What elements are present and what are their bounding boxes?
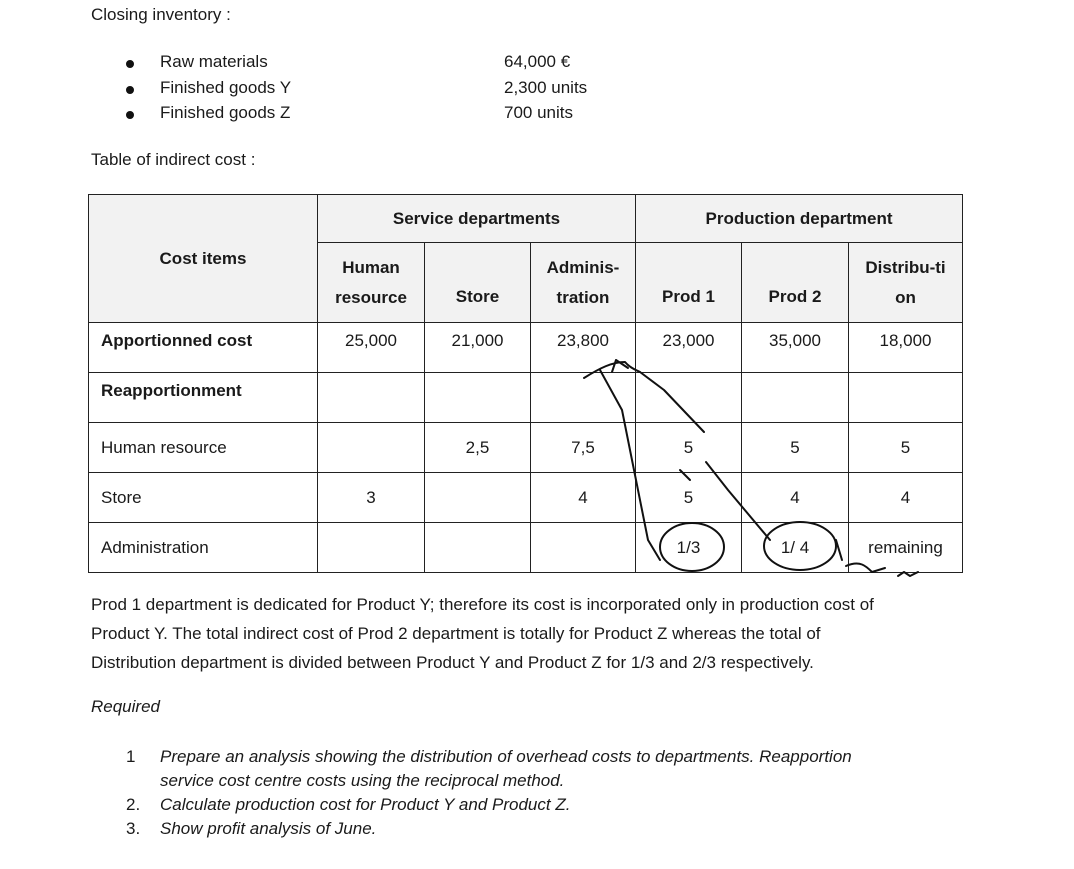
table-row	[89, 523, 963, 573]
store-column-header: Store	[425, 243, 531, 323]
table-heading: Table of indirect cost :	[91, 150, 256, 169]
table-cell	[318, 423, 425, 473]
table-cell	[531, 523, 636, 573]
table-cell: 1/3	[636, 523, 742, 573]
bullet-icon	[126, 111, 134, 119]
table-cell: 21,000	[425, 323, 531, 373]
row-label: Apportionned cost	[89, 323, 318, 373]
table-cell: 7,5	[531, 423, 636, 473]
table-row	[89, 473, 963, 523]
list-item	[120, 793, 1000, 817]
paragraph-line: Distribution department is divided between Product Y and Product Z for 1/3 and 2/3 respectively.	[91, 653, 814, 672]
required-heading: Required	[91, 697, 160, 716]
human-resource-column-header	[318, 243, 425, 323]
item-text: service cost centre costs using the reciprocal method.	[160, 771, 565, 790]
distribution-column-header	[849, 243, 963, 323]
table-cell: 3	[318, 473, 425, 523]
item-text: Calculate production cost for Product Y and Product Z.	[160, 795, 571, 814]
table-cell: 4	[849, 473, 963, 523]
item-number: 2.	[126, 795, 141, 814]
inventory-value: 64,000 €	[504, 52, 571, 71]
header-line: Adminis-	[546, 257, 620, 277]
closing-inventory-heading: Closing inventory :	[91, 5, 231, 24]
table-cell: 4	[742, 473, 849, 523]
paragraph-line: Prod 1 department is dedicated for Product Y; therefore its cost is incorporated only in production cost of	[91, 595, 874, 614]
list-item	[120, 817, 1000, 841]
table-cell	[849, 373, 963, 423]
service-departments-header: Service departments	[318, 195, 636, 243]
bullet-icon	[126, 60, 134, 68]
prod2-column-header: Prod 2	[742, 243, 849, 323]
table-cell: remaining	[849, 523, 963, 573]
list-item	[120, 745, 1000, 793]
header-line: Human	[342, 257, 400, 277]
table-cell: 23,000	[636, 323, 742, 373]
row-label: Store	[89, 473, 318, 523]
item-number: 1	[126, 747, 136, 766]
inventory-label: Finished goods Y	[160, 77, 292, 97]
table-cell: 5	[636, 473, 742, 523]
inventory-label: Finished goods Z	[160, 103, 291, 122]
required-list	[120, 745, 1000, 841]
header-line: resource	[335, 287, 407, 307]
table-cell: 5	[849, 423, 963, 473]
table-cell	[318, 373, 425, 423]
table-cell: 35,000	[742, 323, 849, 373]
table-cell	[531, 373, 636, 423]
table-cell	[425, 523, 531, 573]
table-cell	[742, 373, 849, 423]
item-text: Prepare an analysis showing the distribution of overhead costs to departments. Reapportion	[160, 747, 852, 766]
table-cell: 23,800	[531, 323, 636, 373]
cost-items-header: Cost items	[89, 195, 318, 323]
table-cell: 2,5	[425, 423, 531, 473]
table-cell: 5	[636, 423, 742, 473]
table-cell: 25,000	[318, 323, 425, 373]
table-row	[89, 423, 963, 473]
header-line: on	[895, 287, 916, 307]
row-label: Reapportionment	[89, 373, 318, 423]
prod1-column-header: Prod 1	[636, 243, 742, 323]
table-cell	[636, 373, 742, 423]
header-line: Distribu-ti	[865, 257, 946, 277]
item-text: Show profit analysis of June.	[160, 819, 377, 838]
item-number: 3.	[126, 819, 141, 838]
table-cell: 1/ 4	[742, 523, 849, 573]
table-cell: 5	[742, 423, 849, 473]
table-cell	[318, 523, 425, 573]
administration-column-header	[531, 243, 636, 323]
table-cell: 4	[531, 473, 636, 523]
table-cell	[425, 373, 531, 423]
inventory-value: 700 units	[504, 103, 573, 122]
list-item	[122, 52, 642, 78]
closing-inventory-list	[122, 52, 642, 129]
header-line: tration	[556, 287, 610, 307]
list-item	[122, 103, 642, 129]
bullet-icon	[126, 86, 134, 94]
row-label: Human resource	[89, 423, 318, 473]
paragraph-line: Product Y. The total indirect cost of Prod 2 department is totally for Product Z whereas the total of	[91, 624, 821, 643]
production-department-header: Production department	[636, 195, 963, 243]
table-row	[89, 373, 963, 423]
table-cell	[425, 473, 531, 523]
inventory-value: 2,300 units	[504, 77, 588, 97]
indirect-cost-table	[88, 194, 963, 573]
inventory-label: Raw materials	[160, 52, 268, 71]
list-item	[122, 78, 642, 104]
table-cell: 18,000	[849, 323, 963, 373]
table-row	[89, 323, 963, 373]
description-paragraph	[91, 590, 991, 677]
row-label: Administration	[89, 523, 318, 573]
